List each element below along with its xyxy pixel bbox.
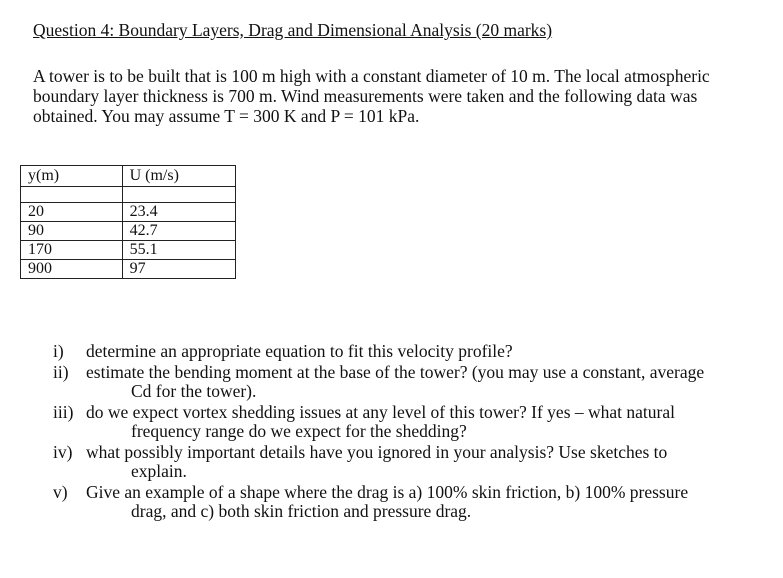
sub-questions-list xyxy=(53,342,753,523)
list-item xyxy=(53,443,753,481)
list-item xyxy=(53,342,753,361)
table-row xyxy=(21,241,236,260)
velocity-data-table xyxy=(20,165,236,279)
list-item xyxy=(53,363,753,401)
question-text: do we expect vortex shedding issues at any level of this tower? If yes – what natural xyxy=(86,402,675,422)
column-header-y: y(m) xyxy=(21,166,123,187)
list-item xyxy=(53,483,753,521)
table-header-row xyxy=(21,166,236,187)
question-text: what possibly important details have you ignored in your analysis? Use sketches to xyxy=(86,442,668,462)
question-number: i) xyxy=(53,341,64,361)
table-cell: 170 xyxy=(21,241,123,260)
problem-statement xyxy=(33,66,753,126)
problem-line: boundary layer thickness is 700 m. Wind measurements were taken and the following data was xyxy=(33,86,698,106)
question-number: v) xyxy=(53,482,68,502)
list-item xyxy=(53,403,753,441)
table-cell: 23.4 xyxy=(122,203,235,222)
problem-line: obtained. You may assume T = 300 K and P = 101 kPa. xyxy=(33,106,420,126)
question-text: Give an example of a shape where the drag is a) 100% skin friction, b) 100% pressure xyxy=(86,482,689,502)
question-number: iii) xyxy=(53,402,74,422)
question-text: estimate the bending moment at the base of the tower? (you may use a constant, average xyxy=(86,362,705,382)
column-header-u: U (m/s) xyxy=(122,166,235,187)
question-title: Question 4: Boundary Layers, Drag and Dimensional Analysis (20 marks) xyxy=(33,20,553,40)
table-cell: 55.1 xyxy=(122,241,235,260)
question-text-continued: Cd for the tower). xyxy=(131,381,257,401)
table-cell: 42.7 xyxy=(122,222,235,241)
table-row xyxy=(21,203,236,222)
table-cell: 900 xyxy=(21,260,123,279)
table-spacer-row xyxy=(21,187,236,203)
table-cell: 90 xyxy=(21,222,123,241)
problem-line: A tower is to be built that is 100 m high with a constant diameter of 10 m. The local atmospheric xyxy=(33,66,710,86)
table-cell: 20 xyxy=(21,203,123,222)
question-number: iv) xyxy=(53,442,73,462)
question-text-continued: explain. xyxy=(131,461,187,481)
question-text: determine an appropriate equation to fit this velocity profile? xyxy=(86,341,513,361)
question-text-continued: frequency range do we expect for the shedding? xyxy=(131,421,467,441)
table-cell: 97 xyxy=(122,260,235,279)
table-row xyxy=(21,222,236,241)
question-text-continued: drag, and c) both skin friction and pressure drag. xyxy=(131,501,472,521)
table-row xyxy=(21,260,236,279)
question-number: ii) xyxy=(53,362,69,382)
